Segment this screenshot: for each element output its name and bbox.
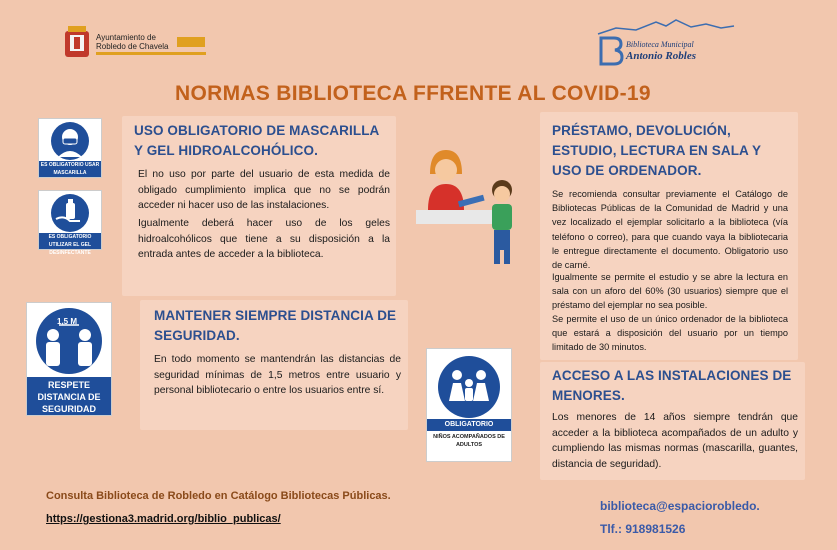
mask-heading: USO OBLIGATORIO DE MASCARILLA Y GEL HIDROALCOHÓLICO. <box>134 123 379 158</box>
ayto-line2: Robledo de Chavela <box>96 42 169 51</box>
footer-email: biblioteca@espaciorobledo. <box>600 499 760 513</box>
page-title: NORMAS BIBLIOTECA FFRENTE AL COVID-19 <box>175 82 651 105</box>
loan-para1: Se recomienda consultar previamente el Catálogo de Bibliotecas Públicas de la Comunidad de Madrid y una vez localizado el ejemplar solicitarlo a la biblioteca (vía teléfono o correo), para que cuando vaya la bibliotecaria le entregue directamente el documento. Obligatorio uso de carné. <box>552 189 788 271</box>
mask-person-icon <box>50 121 90 161</box>
catalog-link[interactable]: https://gestiona3.madrid.org/biblio_publicas/ <box>46 513 281 525</box>
mask-para2: Igualmente deberá hacer uso de los geles hidroalcohólicos que tiene a su disposición a la entrada antes de acceder a la biblioteca. <box>138 218 390 261</box>
distance-sign <box>26 302 112 416</box>
librarian-illustration <box>416 140 526 270</box>
mask-para1: El no uso por parte del usuario de esta medida de obligado cumplimiento implica que no se podrán acceder ni hacer uso de las instalaciones. <box>138 169 390 212</box>
distance-heading: MANTENER SIEMPRE DISTANCIA DE SEGURIDAD. <box>154 308 397 343</box>
loan-para2: Igualmente se permite el estudio y se abre la lectura en sala con un aforo del 60% (30 usuarios) siempre que el préstamo del ejemplar no sea posible. <box>552 272 788 311</box>
ayuntamiento-logo <box>62 25 212 61</box>
distance-measure: 1,5 M <box>57 317 78 326</box>
distance-sign-label: RESPETE DISTANCIA DE SEGURIDAD <box>27 377 111 415</box>
mask-sign <box>38 118 102 178</box>
minors-heading: ACCESO A LAS INSTALACIONES DE MENORES. <box>552 368 792 403</box>
ayto-flag <box>177 37 205 47</box>
minors-sign-label1: OBLIGATORIO <box>427 419 511 431</box>
librarian-child-icon <box>416 140 526 270</box>
minors-para: Los menores de 14 años siempre tendrán que acceder a la biblioteca acompañados de un adulto y cumpliendo las mismas normas (mascarilla, guantes, distancia de seguridad). <box>552 412 798 470</box>
castle-skyline-icon <box>596 18 736 36</box>
library-b-icon <box>598 36 624 66</box>
gel-sign <box>38 190 102 256</box>
distance-para: En todo momento se mantendrán las distancias de seguridad mínimas de 1,5 metros entre usuario y personal bibliotecario o entre los usuarios entre sí. <box>154 354 401 397</box>
minors-sign-label2: NIÑOS ACOMPAÑADOS DE ADULTOS <box>433 434 505 448</box>
library-line1: Biblioteca Municipal <box>626 40 694 49</box>
hand-sanitizer-icon <box>50 193 90 233</box>
coat-of-arms-icon <box>62 25 92 61</box>
footer-phone: Tlf.: 918981526 <box>600 522 686 536</box>
gel-sign-label: ES OBLIGATORIO UTILIZAR EL GEL DESINFECTANTE <box>39 233 101 249</box>
footer-consult: Consulta Biblioteca de Robledo en Catálogo Bibliotecas Públicas. <box>46 490 391 502</box>
adult-child-icon <box>437 355 501 419</box>
ayto-line1: Ayuntamiento de <box>96 33 156 42</box>
loan-para3: Se permite el uso de un único ordenador de la biblioteca que estará a disposición del usuario por un tiempo limitado de 30 minutos. <box>552 314 788 353</box>
mask-sign-label: ES OBLIGATORIO USAR MASCARILLA <box>40 162 100 176</box>
ayto-underline <box>96 52 206 55</box>
library-line2: Antonio Robles <box>626 50 696 62</box>
minors-sign <box>426 348 512 462</box>
library-logo <box>596 18 756 70</box>
loan-heading: PRÉSTAMO, DEVOLUCIÓN, ESTUDIO, LECTURA EN SALA Y USO DE ORDENADOR. <box>552 123 761 178</box>
